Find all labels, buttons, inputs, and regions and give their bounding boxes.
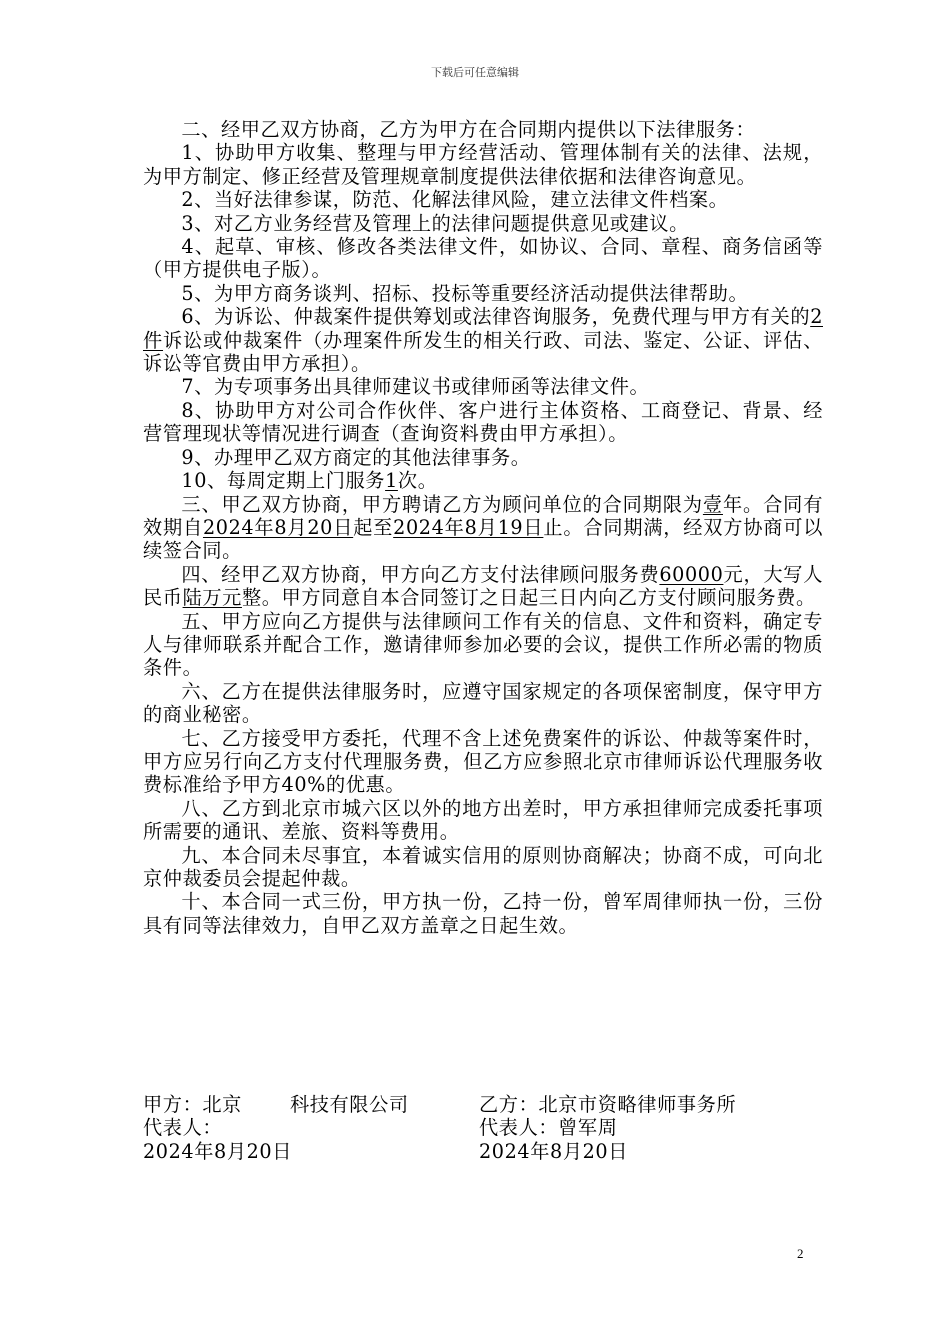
service-item-10 <box>143 469 823 492</box>
end-date: 2024年8月19日 <box>393 515 544 539</box>
clause-2: 二、经甲乙双方协商，乙方为甲方在合同期内提供以下法律服务： <box>181 118 756 141</box>
clause-4-text-2: 元，大写人民币 <box>143 562 824 610</box>
clause-10: 十、本合同一式三份，甲方执一份，乙持一份，曾军周律师执一份，三份具有同等法律效力，自甲乙双方盖章之日起生效。 <box>143 890 823 937</box>
service-item-3: 3、对乙方业务经营及管理上的法律问题提供意见或建议。 <box>181 211 689 235</box>
clause-4 <box>143 563 823 610</box>
clause-3-text-2: 年。合同有效期自 <box>143 492 823 539</box>
service-item-10-text-cont: 次。 <box>397 469 438 493</box>
service-item-9: 9、办理甲乙双方商定的其他法律事务。 <box>181 445 531 469</box>
contract-term: 壹 <box>702 492 723 516</box>
visit-count: 1 <box>385 469 398 493</box>
service-item-1: 1、协助甲方收集、整理与甲方经营活动、管理体制有关的法律、法规，为甲方制定、修正经营及管理规章制度提供法律依据和法律咨询意见。 <box>143 141 823 188</box>
clause-4-text: 四、经甲乙双方协商，甲方向乙方支付法律顾问服务费 <box>181 562 660 586</box>
service-item-6 <box>143 305 823 375</box>
signature-party-row <box>143 1093 823 1116</box>
party-a-date: 2024年8月20日 <box>143 1139 293 1163</box>
service-item-6-text-cont: 诉讼或仲裁案件（办理案件所发生的相关行政、司法、鉴定、公证、评估、诉讼等官费由甲方承担）。 <box>143 328 823 376</box>
service-item-2: 2、当好法律参谋，防范、化解法律风险，建立法律文件档案。 <box>181 188 729 212</box>
signature-date-row <box>143 1140 823 1163</box>
clause-3-text: 三、甲乙双方协商，甲方聘请乙方为顾问单位的合同期限为 <box>181 492 703 516</box>
clause-3-text-3: 起至 <box>353 515 394 539</box>
service-item-10-text: 10、每周定期上门服务 <box>181 469 386 493</box>
clause-9: 九、本合同未尽事宜，本着诚实信用的原则协商解决；协商不成，可向北京仲裁委员会提起仲裁。 <box>143 843 823 890</box>
service-item-5: 5、为甲方商务谈判、招标、投标等重要经济活动提供法律帮助。 <box>181 281 749 305</box>
clause-5: 五、甲方应向乙方提供与法律顾问工作有关的信息、文件和资料，确定专人与律师联系并配合工作，邀请律师参加必要的会议，提供工作所必需的物质条件。 <box>143 609 823 680</box>
clause-3-text-4: 止。合同期满，经双方协商可以续签合同。 <box>143 515 823 563</box>
party-b-date: 2024年8月20日 <box>479 1139 629 1163</box>
page-number: 2 <box>797 1246 804 1261</box>
service-fee-words: 陆万元 <box>182 586 242 610</box>
party-a-label: 甲方：北京 <box>143 1093 242 1116</box>
clause-6: 六、乙方在提供法律服务时，应遵守国家规定的各项保密制度，保守甲方的商业秘密。 <box>143 679 823 727</box>
header-note: 下载后可任意编辑 <box>431 66 519 79</box>
signature-block <box>143 1093 823 1163</box>
free-case-count: 2件 <box>143 305 823 352</box>
party-a-name-suffix: 科技有限公司 <box>289 1093 409 1116</box>
clause-7: 七、乙方接受甲方委托，代理不含上述免费案件的诉讼、仲裁等案件时，甲方应另行向乙方支付代理服务费，但乙方应参照北京市律师诉讼代理服务收费标准给予甲方40%的优惠。 <box>143 726 823 797</box>
service-fee: 60000 <box>659 562 724 586</box>
service-item-7: 7、为专项事务出具律师建议书或律师函等法律文件。 <box>181 375 650 399</box>
party-a <box>143 1093 479 1116</box>
signature-rep-row <box>143 1116 823 1139</box>
party-b-representative: 代表人：曾军周 <box>479 1116 618 1140</box>
party-b: 乙方：北京市资略律师事务所 <box>479 1093 737 1116</box>
clause-8: 八、乙方到北京市城六区以外的地方出差时，甲方承担律师完成委托事项所需要的通讯、差旅、资料等费用。 <box>143 796 823 844</box>
clause-3 <box>143 493 823 563</box>
service-item-4: 4、起草、审核、修改各类法律文件，如协议、合同、章程、商务信函等（甲方提供电子版）。 <box>143 235 823 282</box>
service-item-6-text: 6、为诉讼、仲裁案件提供筹划或法律咨询服务，免费代理与甲方有关的 <box>181 305 811 329</box>
party-a-representative: 代表人： <box>143 1116 223 1140</box>
clause-4-text-3: 整。甲方同意自本合同签订之日起三日内向乙方支付顾问服务费。 <box>241 586 816 610</box>
service-item-8: 8、协助甲方对公司合作伙伴、客户进行主体资格、工商登记、背景、经营管理现状等情况进行调查（查询资料费由甲方承担）。 <box>143 398 823 446</box>
contract-body <box>143 118 823 937</box>
start-date: 2024年8月20日 <box>202 515 354 539</box>
